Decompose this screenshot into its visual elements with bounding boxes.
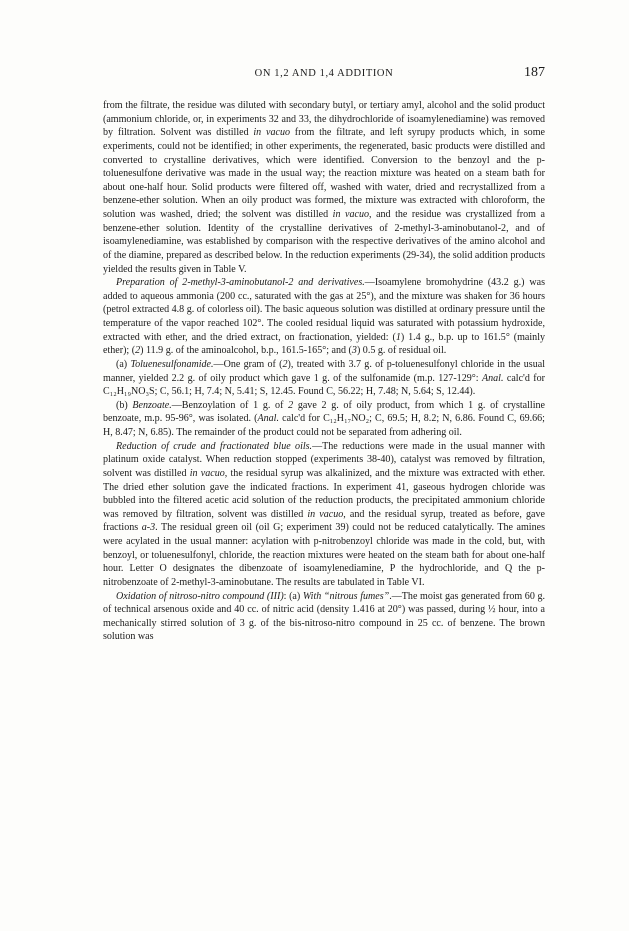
italic-run: 3 bbox=[351, 345, 357, 357]
italic-run: Reduction of crude and fractionated blue oils. bbox=[116, 440, 313, 452]
text-run: ) 0.5 g. of residual oil. bbox=[356, 345, 447, 357]
italic-run: in vacuo bbox=[307, 508, 344, 520]
italic-run: in vacuo bbox=[332, 209, 370, 220]
running-title: ON 1,2 AND 1,4 ADDITION bbox=[254, 68, 394, 79]
text-run: calc'd for C₁₂H₁₇NO₂; C, 69.5; H, 8.2; N, 6.86. Found C, 69.66; H, 8.47; N, 6.85). The remainder of the product could not be separated from adhering oil. bbox=[103, 413, 545, 438]
italic-run: 2 bbox=[288, 399, 294, 411]
italic-run: Oxidation of nitroso-nitro compound (III) bbox=[116, 590, 284, 602]
paragraph bbox=[103, 276, 545, 358]
italic-run: Preparation of 2-methyl-3-aminobutanol-2 and derivatives. bbox=[116, 277, 365, 289]
text-run: , and the residue was crystallized from a benzene-ether solution. Identity of the crystalline derivatives of 2-methyl-3-aminobutanol-2, and of isoamylenediamine, was established by comparison with the respective derivatives of the amino alcohol and of the diamine, prepared as described below. In the reduction experiments (29-34), the solid addition products yielded the results given in Table V. bbox=[103, 209, 545, 275]
italic-run: Anal. bbox=[481, 372, 504, 384]
italic-run: in vacuo bbox=[189, 467, 225, 479]
paragraph bbox=[103, 590, 545, 645]
text-run: from the filtrate, and left syrupy products which, in some experiments, could not be identified; in other experiments, the regenerated, basic products were distilled and converted to crystalline derivatives, which were identified. Conversion to the benzoyl and the p-toluenesulfone derivative was made in the usual way; the reaction mixture was heated on a steam bath for about one-half hour. Solid products were filtered off, washed with water, dried and recrystallized from a benzene-ether solution. When an oily product was formed, the mixture was extracted with chloroform, the solution was washed, dried; the solvent was distilled bbox=[103, 127, 545, 220]
text-run: : (a) bbox=[283, 590, 303, 602]
italic-run: in vacuo bbox=[253, 127, 290, 139]
italic-run: a-3 bbox=[141, 522, 156, 534]
italic-run: Anal. bbox=[257, 413, 279, 425]
text-run: —The reductions were made in the usual manner with platinum oxide catalyst. When reduction stopped (experiments 38-40), catalyst was removed by filtration, solvent was distilled bbox=[103, 440, 546, 479]
italic-run: With “nitrous fumes” bbox=[302, 590, 390, 602]
italic-run: Toluenesulfonamide. bbox=[130, 358, 214, 370]
text-run: ) 1.4 g., b.p. up to 161.5° (mainly ether); ( bbox=[103, 331, 546, 357]
italic-run: 2 bbox=[135, 345, 141, 357]
text-run: —Benzoylation of 1 g. of bbox=[171, 399, 289, 411]
text-run: —Isoamylene bromohydrine (43.2 g.) was added to aqueous ammonia (200 cc., saturated with the gas at 25°), and the mixture was shaken for 36 hours (petrol extracted 4.8 g. of colorless oil). The basic aqueous solution was distilled at ordinary pressure until the temperature of the vapor reached 102°. The cooled residual liquid was saturated with potassium hydroxide, extracted with ether, and the dried extract, on fractionation, yielded: ( bbox=[103, 277, 545, 343]
text-run: ), treated with 3.7 g. of p-toluenesulfonyl chloride in the usual manner, yielded 2.2 g. of oily product which gave 1 g. of the sulfonamide (m.p. 127-129°: bbox=[103, 358, 545, 384]
text-run: , the residual syrup was alkalinized, and the mixture was extracted with ether. The dried ether solution gave the indicated fractions. In experiment 41, gaseous hydrogen chloride was bubbled into the filtered acetic acid solution of the reduction products, the precipitated ammonium chloride was removed by filtration, solvent was distilled bbox=[103, 467, 545, 520]
text-run: .—The moist gas generated from 60 g. of technical arsenous oxide and 40 cc. of nitric acid (density 1.416 at 20°) was passed, during ½ hour, into a mechanically stirred solution of 3 g. of the bis-nitroso-nitro compound in 25 cc. of benzene. The brown solution was bbox=[103, 590, 545, 643]
text-run: gave 2 g. of oily product, from which 1 g. of crystalline benzoate, m.p. 95-96°, was isolated. ( bbox=[103, 399, 545, 425]
text-run: ) 11.9 g. of the aminoalcohol, b.p., 161.5-165°; and ( bbox=[140, 345, 352, 357]
text-run: calc'd for C₁₂H₁₉NO₃S; C, 56.1; H, 7.4; N, 5.41; S, 12.45. Found C, 56.22; H, 7.48; N, 5.64; S, 12.44). bbox=[103, 372, 545, 398]
text-run: (a) bbox=[116, 358, 131, 370]
text-run: from the filtrate, the residue was diluted with secondary butyl, or tertiary amyl, alcohol and the solid product (ammonium chloride, or, in experiments 32 and 33, the dihydrochloride of isoamylenediamine) was removed by filtration. Solvent was distilled bbox=[103, 100, 545, 139]
italic-run: Benzoate. bbox=[132, 399, 172, 411]
body-text bbox=[103, 99, 545, 644]
paragraph bbox=[103, 99, 545, 276]
italic-run: 2 bbox=[282, 358, 288, 370]
paragraph bbox=[103, 440, 545, 590]
text-run: (b) bbox=[116, 399, 133, 411]
paragraph bbox=[103, 399, 545, 440]
page-number: 187 bbox=[524, 65, 545, 80]
text-run: . The residual green oil (oil G; experiment 39) could not be reduced catalytically. The amines were acylated in the usual manner: acylation with p-nitrobenzoyl chloride was made in the cold, but, with benzoyl, or toluenesulfonyl, chloride, the reaction mixtures were heated on the steam bath for about one-half hour. Letter O designates the dibenzoate of isoamylenediamine, P the hydrochloride, and Q the p-nitrobenzoate of 2-methyl-3-aminobutane. The results are tabulated in Table VI. bbox=[103, 522, 545, 588]
text-run: , and the residual syrup, treated as before, gave fractions bbox=[103, 508, 545, 534]
text-run: —One gram of ( bbox=[213, 358, 283, 370]
italic-run: 1 bbox=[395, 331, 401, 343]
running-head bbox=[103, 65, 545, 88]
paragraph bbox=[103, 358, 545, 399]
